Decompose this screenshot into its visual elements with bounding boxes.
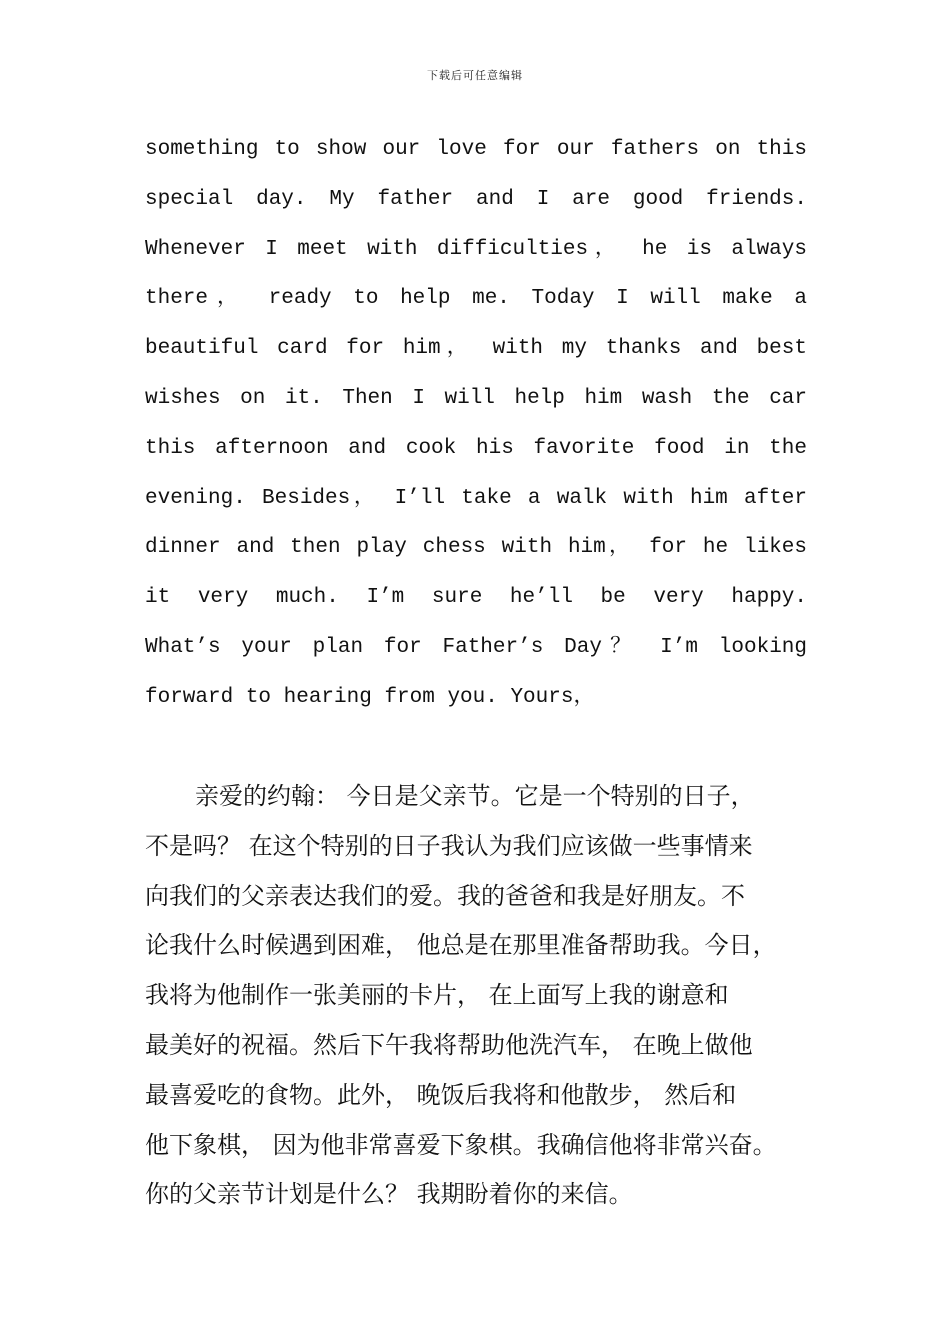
english-line: forward to hearing from you. Yours， <box>145 685 595 709</box>
english-line: What’s your plan for Father’s Day？ I’m looking <box>145 635 807 659</box>
chinese-line: 不是吗？ 在这个特别的日子我认为我们应该做一些事情来 <box>145 831 753 860</box>
chinese-line: 向我们的父亲表达我们的爱。我的爸爸和我是好朋友。不 <box>145 881 745 910</box>
chinese-line: 他下象棋， 因为他非常喜爱下象棋。我确信他将非常兴奋。 <box>145 1130 777 1159</box>
english-line: it very much. I’m sure he’ll be very happy. <box>145 586 807 610</box>
chinese-line: 你的父亲节计划是什么？ 我期盼着你的来信。 <box>145 1180 633 1209</box>
english-line: evening. Besides， I’ll take a walk with him after <box>145 486 807 510</box>
english-line: something to show our love for our fathers on this <box>145 138 807 161</box>
chinese-translation <box>145 772 825 1220</box>
english-line: dinner and then play chess with him， for he likes <box>145 536 807 560</box>
chinese-line: 最喜爱吃的食物。此外， 晚饭后我将和他散步， 然后和 <box>145 1080 737 1109</box>
english-line: special day. My father and I are good friends. <box>145 187 807 211</box>
english-line: wishes on it. Then I will help him wash the car <box>145 386 807 410</box>
english-line: this afternoon and cook his favorite food in the <box>145 436 807 460</box>
english-line: there， ready to help me. Today I will make a <box>145 287 807 311</box>
page-header: 下载后可任意编辑 <box>427 69 523 82</box>
chinese-line: 论我什么时候遇到困难， 他总是在那里准备帮助我。今日， <box>145 931 777 960</box>
chinese-line: 亲爱的约翰： 今日是父亲节。它是一个特别的日子， <box>195 782 755 810</box>
chinese-line: 我将为他制作一张美丽的卡片， 在上面写上我的谢意和 <box>145 981 729 1010</box>
english-line: Whenever I meet with difficulties， he is always <box>145 237 807 261</box>
chinese-line: 最美好的祝福。然后下午我将帮助他洗汽车， 在晚上做他 <box>145 1030 753 1059</box>
english-line: beautiful card for him， with my thanks and best <box>145 337 807 361</box>
english-letter <box>145 125 807 723</box>
